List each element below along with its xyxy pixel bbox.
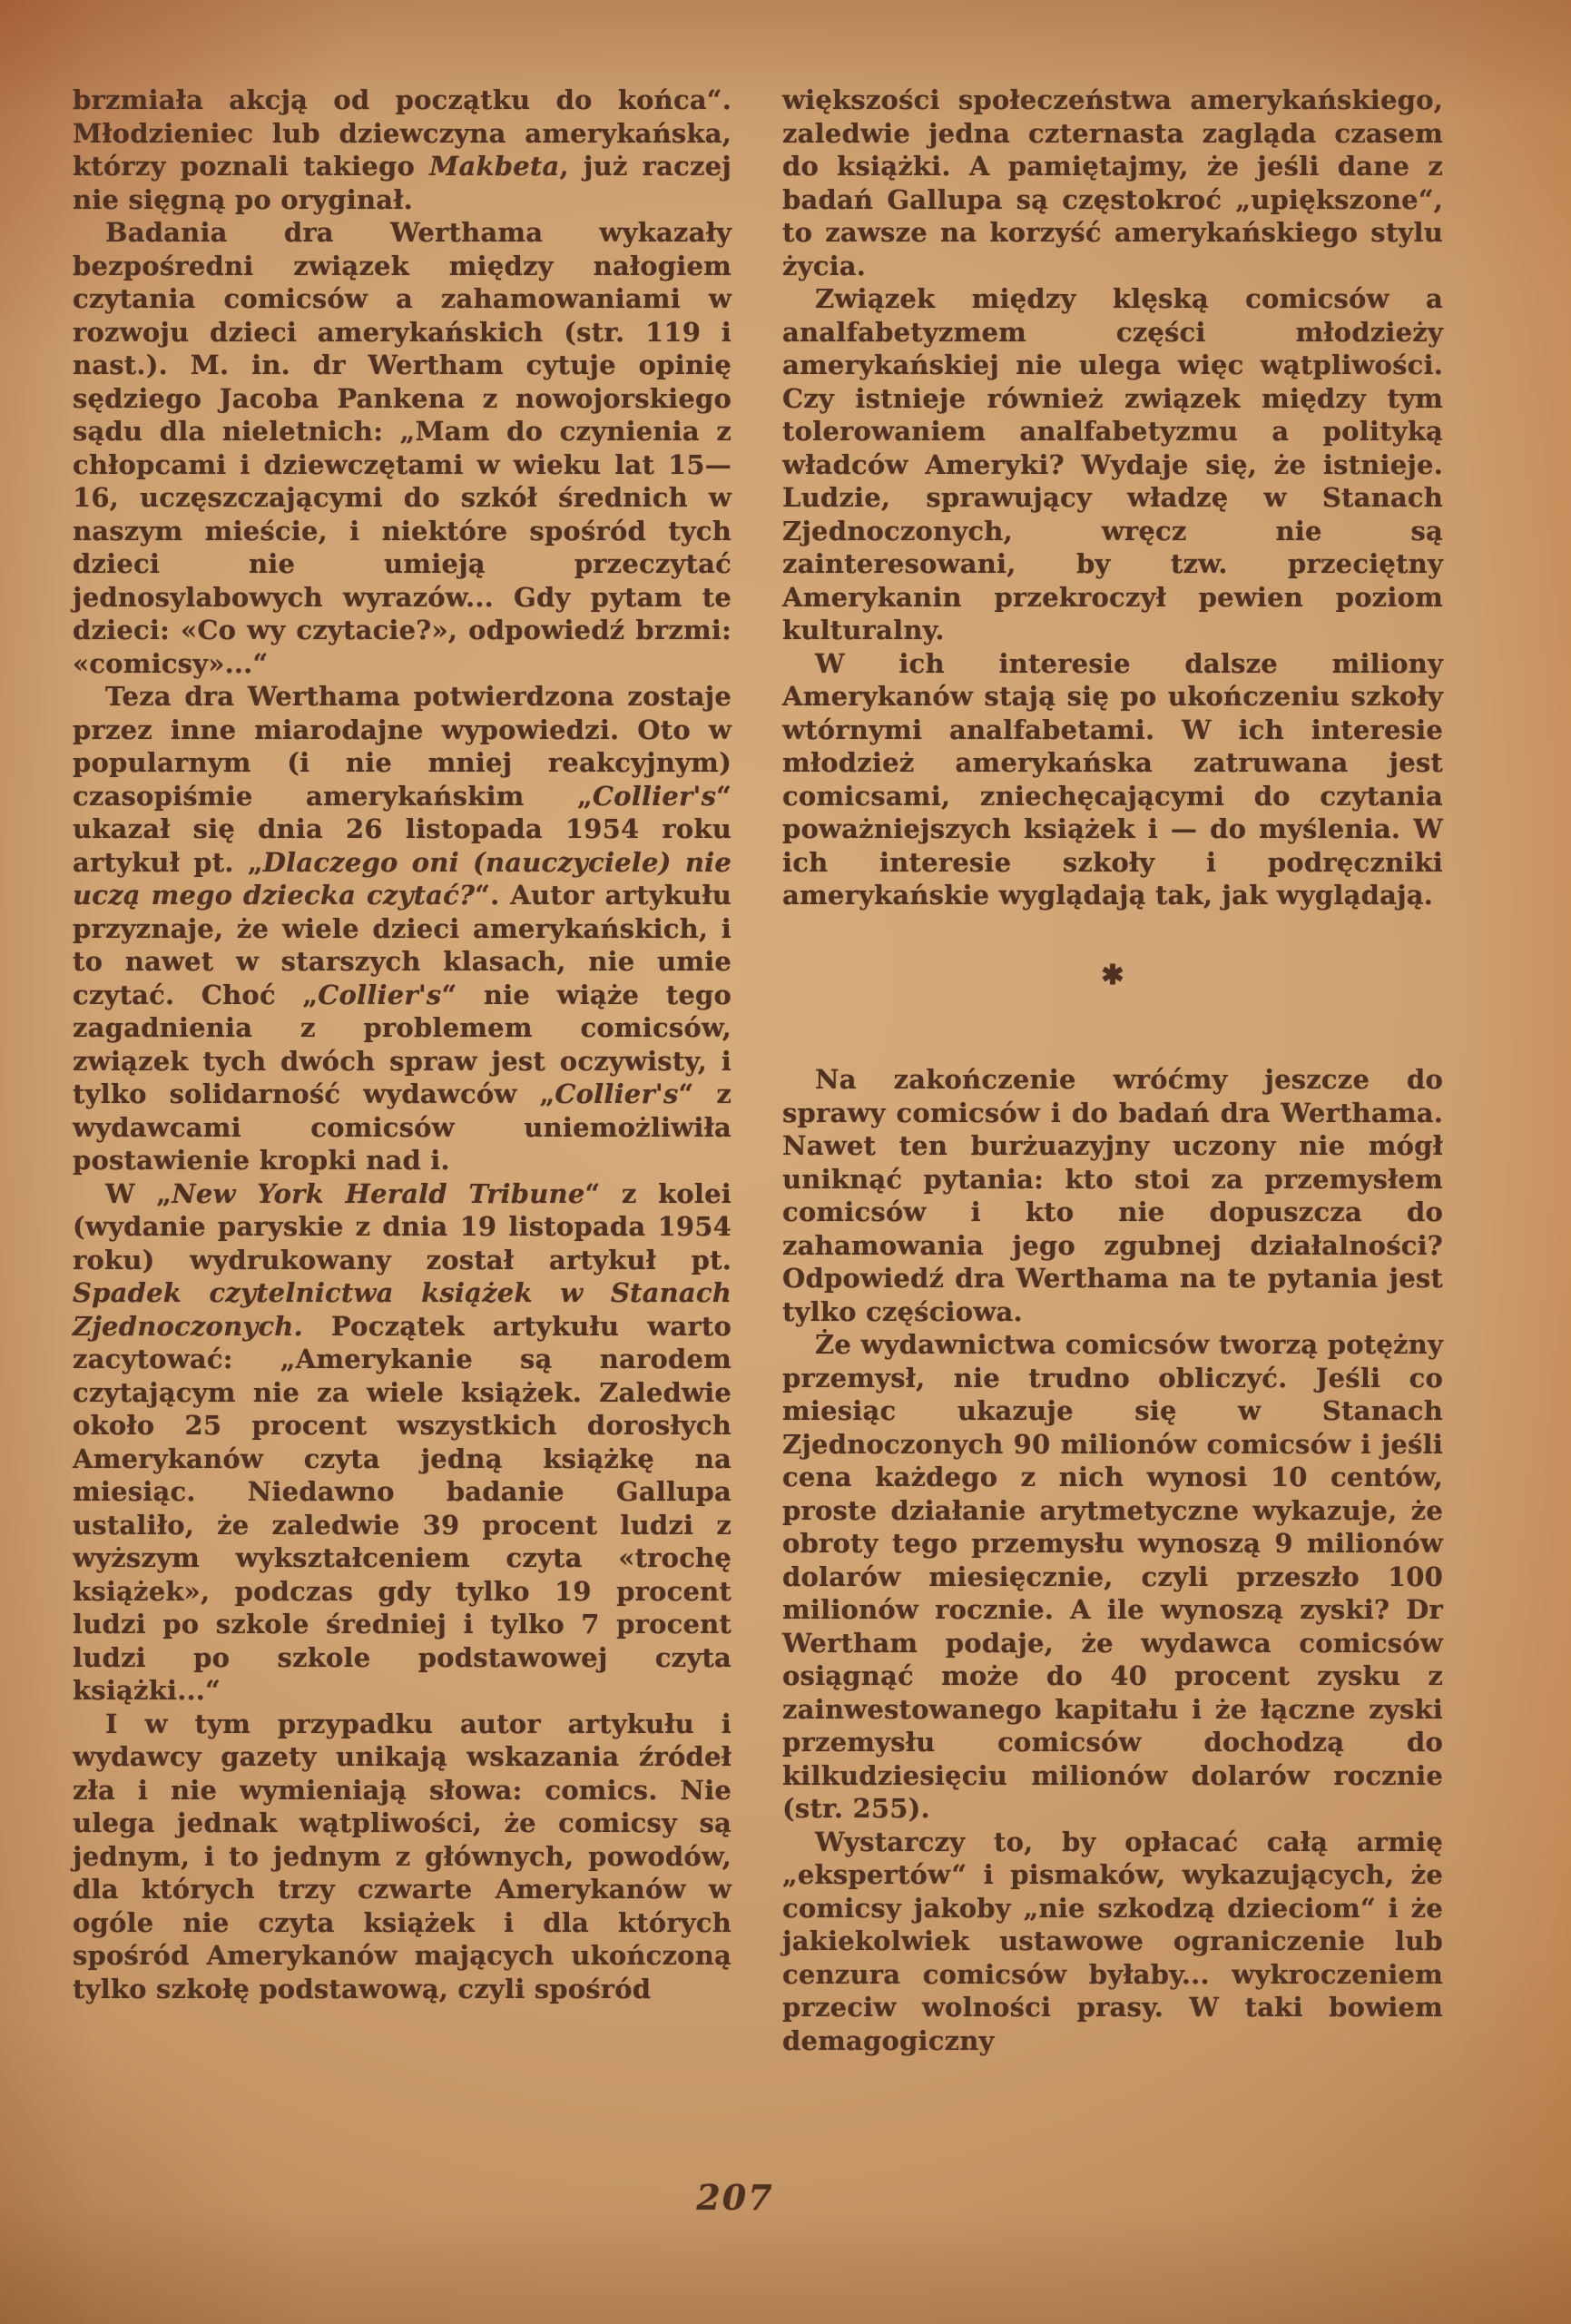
text-column-right <box>782 84 1443 2057</box>
paragraph: Wystarczy to, by opłacać całą armię „ekspertów“ i pismaków, wykazujących, że comicsy jakoby „nie szkodzą dzieciom“ i że jakiekolwiek ustawowe ograniczenie lub cenzura comicsów byłaby... wykroczeniem przeciw wolności prasy. W taki bowiem demagogiczny <box>782 1826 1443 2056</box>
paragraph: brzmiała akcją od początku do końca“. Młodzieniec lub dziewczyna amerykańska, którzy poznali takiego Makbeta, już raczej nie sięgną po oryginał. <box>73 84 731 215</box>
paragraph: Teza dra Werthama potwierdzona zostaje przez inne miarodajne wypowiedzi. Oto w popularnym (i nie mniej reakcyjnym) czasopiśmie amerykańskim „Collier's“ ukazał się dnia 26 listopada 1954 roku artykuł pt. „Dlaczego oni (nauczyciele) nie uczą mego dziecka czytać?“. Autor artykułu przyznaje, że wiele dzieci amerykańskich, i to nawet w starszych klasach, nie umie czytać. Choć „Collier's“ nie wiąże tego zagadnienia z problemem comicsów, związek tych dwóch spraw jest oczywisty, i tylko solidarność wydawców „Collier's“ z wydawcami comicsów uniemożliwiła postawienie kropki nad i. <box>73 681 731 1176</box>
paragraph: W „New York Herald Tribune“ z kolei (wydanie paryskie z dnia 19 listopada 1954 roku) wydrukowany został artykuł pt. Spadek czytelnictwa książek w Stanach Zjednoczonych. Początek artykułu warto zacytować: „Amerykanie są narodem czytającym nie za wiele książek. Zaledwie około 25 procent wszystkich dorosłych Amerykanów czyta jedną książkę na miesiąc. Niedawno badanie Gallupa ustaliło, że zaledwie 39 procent ludzi z wyższym wykształceniem czyta «trochę książek», podczas gdy tylko 19 procent ludzi po szkole średniej i tylko 7 procent ludzi po szkole podstawowej czyta książki...“ <box>73 1177 731 1706</box>
paragraph: większości społeczeństwa amerykańskiego, zaledwie jedna czternasta zagląda czasem do książki. A pamiętajmy, że jeśli dane z badań Gallupa są częstokroć „upiększone“, to zawsze na korzyść amerykańskiego stylu życia. <box>782 84 1443 281</box>
paragraph: Związek między klęską comicsów a analfabetyzmem części młodzieży amerykańskiej nie ulega więc wątpliwości. Czy istnieje również związek między tym tolerowaniem analfabetyzmu a polityką władców Ameryki? Wydaje się, że istnieje. Ludzie, sprawujący władzę w Stanach Zjednoczonych, wręcz nie są zainteresowani, by tzw. przeciętny Amerykanin przekroczył pewien poziom kulturalny. <box>782 283 1443 645</box>
paragraph: I w tym przypadku autor artykułu i wydawcy gazety unikają wskazania źródeł zła i nie wymieniają słowa: comics. Nie ulega jednak wątpliwości, że comicsy są jednym, i to jednym z głównych, powodów, dla których trzy czwarte Amerykanów w ogóle nie czyta książek i dla których spośród Amerykanów mających ukończoną tylko szkołę podstawową, czyli spośród <box>73 1708 731 2004</box>
paragraph: Na zakończenie wróćmy jeszcze do sprawy comicsów i do badań dra Werthama. Nawet ten burżuazyjny uczony nie mógł uniknąć pytania: kto stoi za przemysłem comicsów i kto nie dopuszcza do zahamowania jego zgubnej działalności? Odpowiedź dra Werthama na te pytania jest tylko częściowa. <box>782 1064 1443 1327</box>
section-divider-asterisk: ✱ <box>1101 959 1124 991</box>
paragraph: Badania dra Werthama wykazały bezpośredni związek między nałogiem czytania comicsów a zahamowaniami w rozwoju dzieci amerykańskich (str. 119 i nast.). M. in. dr Wertham cytuje opinię sędziego Jacoba Pankena z nowojorskiego sądu dla nieletnich: „Mam do czynienia z chłopcami i dziewczętami w wieku lat 15—16, uczęszczającymi do szkół średnich w naszym mieście, i niektóre spośród tych dzieci nie umieją przeczytać jednosylabowych wyrazów... Gdy pytam te dzieci: «Co wy czytacie?», odpowiedź brzmi: «comicsy»...“ <box>73 217 731 679</box>
page-number: 207 <box>696 2177 774 2218</box>
paragraph: Że wydawnictwa comicsów tworzą potężny przemysł, nie trudno obliczyć. Jeśli co miesiąc ukazuje się w Stanach Zjednoczonych 90 milionów comicsów i jeśli cena każdego z nich wynosi 10 centów, proste działanie arytmetyczne wykazuje, że obroty tego przemysłu wynoszą 9 milionów dolarów miesięcznie, czyli przeszło 100 milionów rocznie. A ile wynoszą zyski? Dr Wertham podaje, że wydawca comicsów osiągnąć może do 40 procent zysku z zainwestowanego kapitału i że łączne zyski przemysłu comicsów dochodzą do kilkudziesięciu milionów dolarów rocznie (str. 255). <box>782 1329 1443 1824</box>
paragraph: W ich interesie dalsze miliony Amerykanów stają się po ukończeniu szkoły wtórnymi analfabetami. W ich interesie młodzież amerykańska zatruwana jest comicsami, zniechęcającymi do czytania poważniejszych książek i — do myślenia. W ich interesie szkoły i podręczniki amerykańskie wyglądają tak, jak wyglądają. <box>782 647 1443 911</box>
text-column-left <box>73 84 731 2005</box>
